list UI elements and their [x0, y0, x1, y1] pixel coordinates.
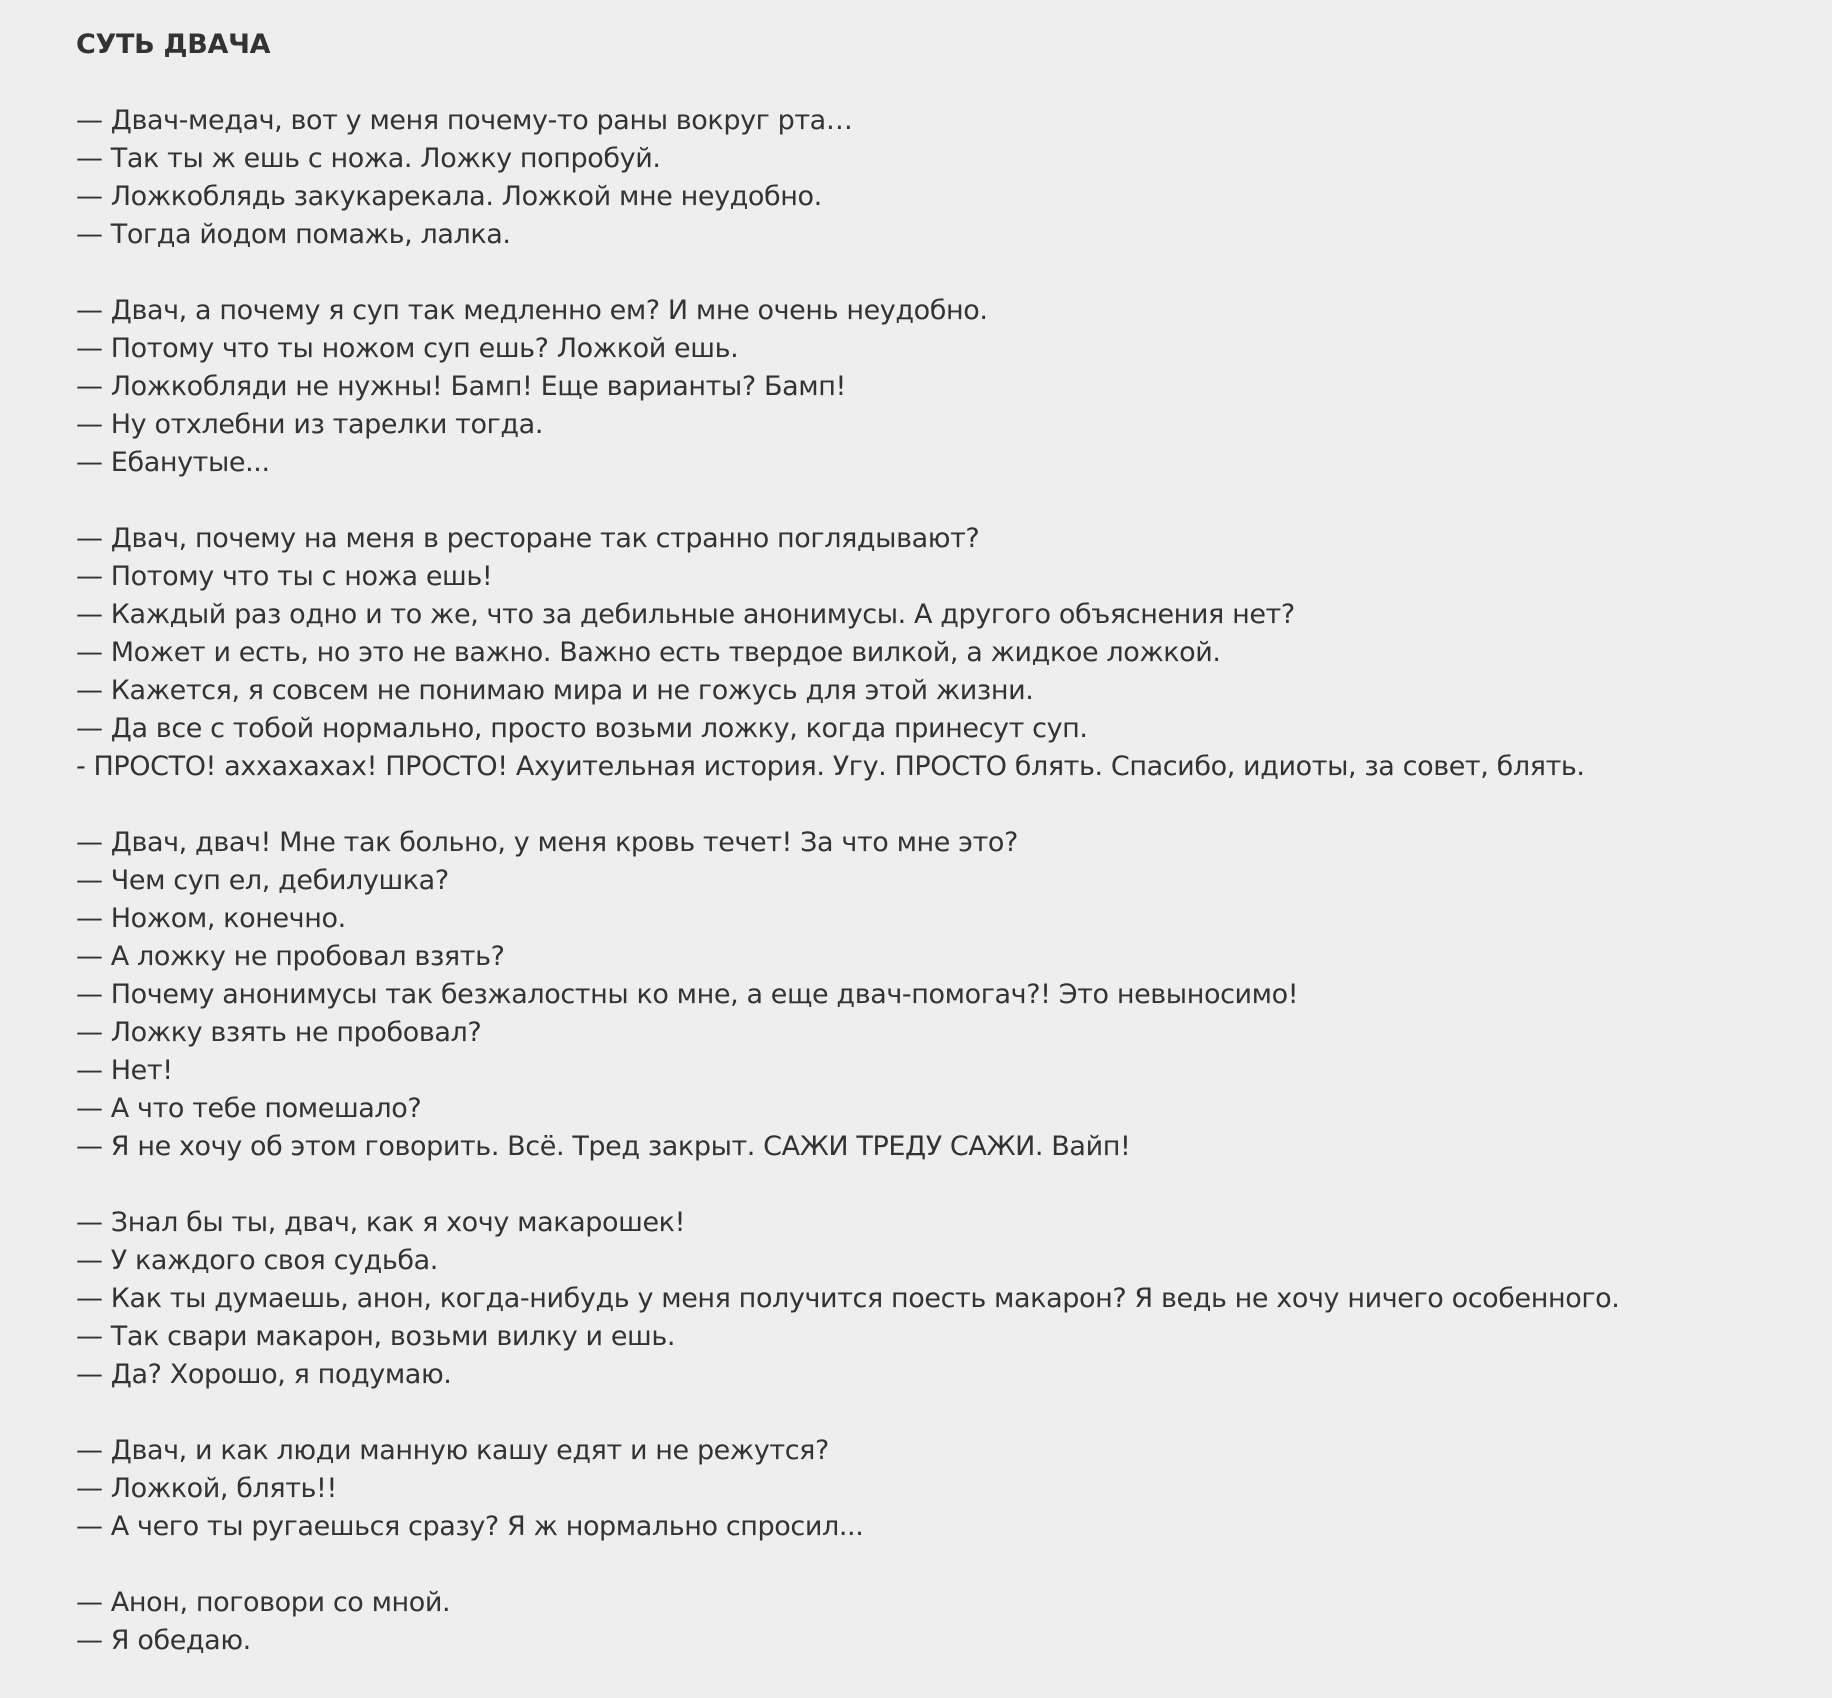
dialogue-line: — Я не хочу об этом говорить. Всё. Тред закрыт. САЖИ ТРЕДУ САЖИ. Вайп!	[76, 1131, 1131, 1162]
dialogue-line: — А что тебе помешало?	[76, 1093, 422, 1124]
dialogue-line: — Ложку взять не пробовал?	[76, 1017, 482, 1048]
dialogue-line: — Почему анонимусы так безжалостны ко мне, а еще двач-помогач?! Это невыносимо!	[76, 979, 1299, 1010]
dialogue-line: — Потому что ты с ножа ешь!	[76, 561, 493, 592]
dialogue-line: — Так ты ж ешь с ножа. Ложку попробуй.	[76, 143, 661, 174]
dialogue-line: — Двач, почему на меня в ресторане так странно поглядывают?	[76, 523, 980, 554]
dialogue-line: — Ложкой, блять!!	[76, 1473, 337, 1504]
dialogue-line: — А чего ты ругаешься сразу? Я ж нормально спросил...	[76, 1511, 864, 1542]
dialogue-line: — Нет!	[76, 1055, 173, 1086]
dialogue-stanza	[76, 1204, 1776, 1394]
dialogue-line: — Потому что ты ножом суп ешь? Ложкой ешь.	[76, 333, 739, 364]
dialogue-line: — Ложкобляди не нужны! Бамп! Еще варианты? Бамп!	[76, 371, 846, 402]
dialogue-line: — Я обедаю.	[76, 1625, 251, 1656]
dialogue-line: — Ножом, конечно.	[76, 903, 346, 934]
dialogue-line: — Тогда йодом помажь, лалка.	[76, 219, 511, 250]
dialogue-stanza	[76, 824, 1776, 1166]
dialogue-line: — Ложкоблядь закукарекала. Ложкой мне неудобно.	[76, 181, 822, 212]
dialogue-stanza	[76, 520, 1776, 786]
dialogue-line: — Ну отхлебни из тарелки тогда.	[76, 409, 544, 440]
dialogue-stanza	[76, 102, 1776, 254]
dialogue-line: - ПРОСТО! аххахахах! ПРОСТО! Ахуительная история. Угу. ПРОСТО блять. Спасибо, идиоты, за совет, блять.	[76, 751, 1585, 782]
dialogue-stanza	[76, 1432, 1776, 1546]
dialogue-line: — Двач, двач! Мне так больно, у меня кровь течет! За что мне это?	[76, 827, 1018, 858]
dialogue-line: — Как ты думаешь, анон, когда-нибудь у меня получится поесть макарон? Я ведь не хочу ничего особенного.	[76, 1283, 1620, 1314]
dialogue-line: — Чем суп ел, дебилушка?	[76, 865, 449, 896]
dialogue-line: — Двач, а почему я суп так медленно ем? И мне очень неудобно.	[76, 295, 988, 326]
dialogue-line: — Может и есть, но это не важно. Важно есть твердое вилкой, а жидкое ложкой.	[76, 637, 1221, 668]
dialogue-line: — Так свари макарон, возьми вилку и ешь.	[76, 1321, 676, 1352]
dialogue-line: — У каждого своя судьба.	[76, 1245, 438, 1276]
dialogue-container	[76, 102, 1776, 1660]
dialogue-line: — Да все с тобой нормально, просто возьми ложку, когда принесут суп.	[76, 713, 1088, 744]
dialogue-line: — Двач-медач, вот у меня почему-то раны вокруг рта…	[76, 105, 853, 136]
post-title: СУТЬ ДВАЧА	[76, 29, 271, 60]
dialogue-line: — Каждый раз одно и то же, что за дебильные анонимусы. А другого объяснения нет?	[76, 599, 1295, 630]
dialogue-line: — Ебанутые...	[76, 447, 270, 478]
dialogue-stanza	[76, 292, 1776, 482]
dialogue-line: — Кажется, я совсем не понимаю мира и не гожусь для этой жизни.	[76, 675, 1034, 706]
dialogue-stanza	[76, 1584, 1776, 1660]
dialogue-line: — Анон, поговори со мной.	[76, 1587, 451, 1618]
dialogue-line: — А ложку не пробовал взять?	[76, 941, 505, 972]
dialogue-line: — Да? Хорошо, я подумаю.	[76, 1359, 452, 1390]
dialogue-line: — Знал бы ты, двач, как я хочу макарошек!	[76, 1207, 685, 1238]
post-body	[76, 26, 1776, 1698]
dialogue-line: — Двач, и как люди манную кашу едят и не режутся?	[76, 1435, 829, 1466]
